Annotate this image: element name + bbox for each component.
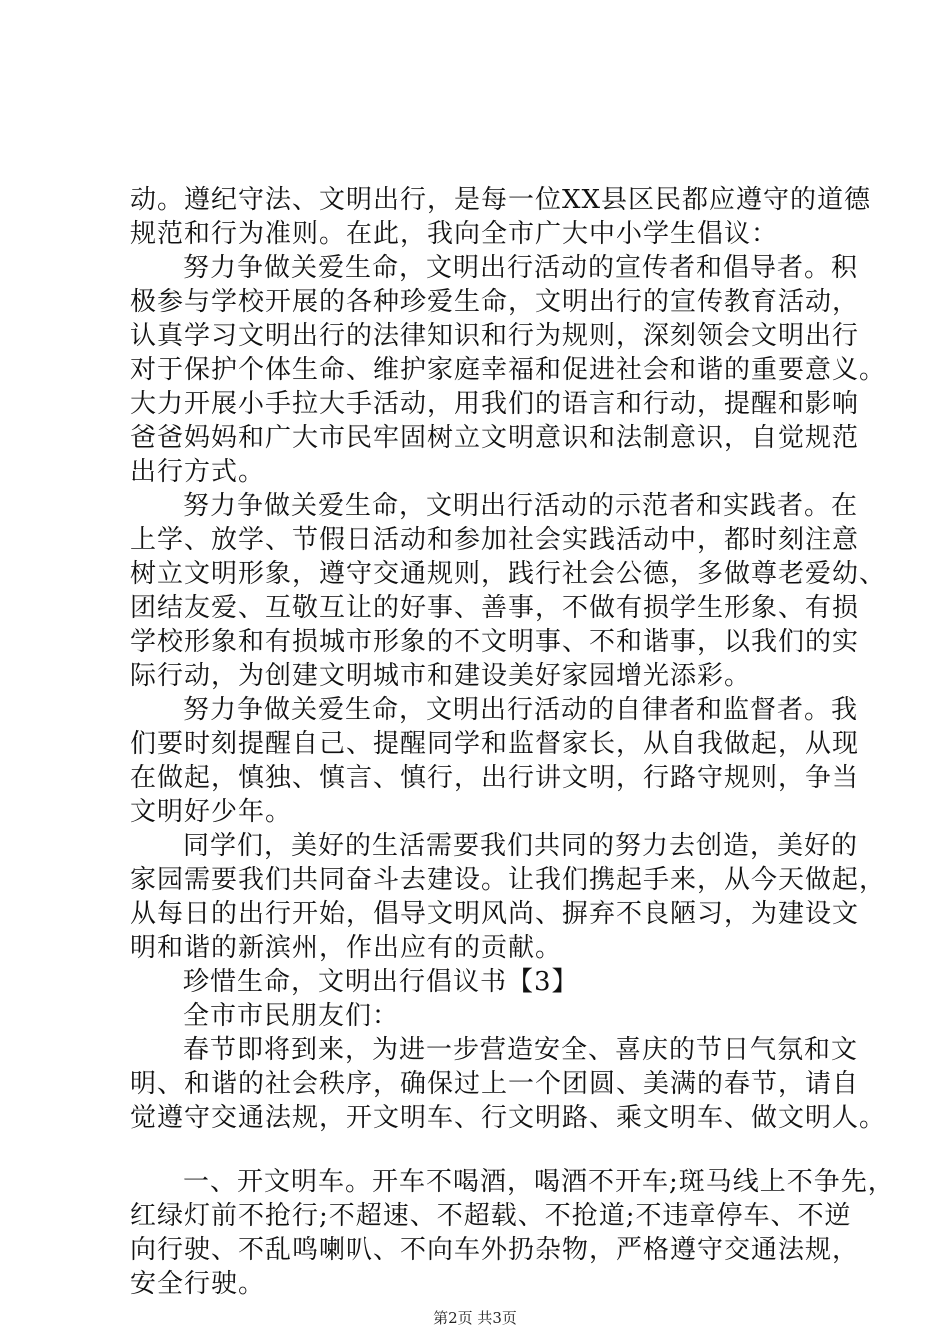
text-line: 动。遵纪守法、文明出行，是每一位XX县区民都应遵守的道德 [130,185,872,215]
paragraph-start-line: 春节即将到来，为进一步营造安全、喜庆的节日气氛和文 [183,1035,859,1065]
paragraph-start-line: 一、开文明车。开车不喝酒，喝酒不开车;斑马线上不争先， [183,1167,895,1197]
text-line: 出行方式。 [130,457,266,487]
section-heading: 珍惜生命，文明出行倡议书【3】 [183,967,579,997]
text-line: 树立文明形象，遵守交通规则，践行社会公德，多做尊老爱幼、 [130,559,887,589]
paragraph-start-line: 同学们，美好的生活需要我们共同的努力去创造，美好的 [183,831,859,861]
text-line: 文明好少年。 [130,797,293,827]
text-line: 明、和谐的社会秩序，确保过上一个团圆、美满的春节，请自 [130,1069,860,1099]
text-line: 向行驶、不乱鸣喇叭、不向车外扔杂物，严格遵守交通法规， [130,1235,860,1265]
text-line: 极参与学校开展的各种珍爱生命，文明出行的宣传教育活动， [130,287,860,317]
text-line: 家园需要我们共同奋斗去建设。让我们携起手来，从今天做起， [130,865,887,895]
text-line: 们要时刻提醒自己、提醒同学和监督家长，从自我做起，从现 [130,729,860,759]
text-line: 规范和行为准则。在此，我向全市广大中小学生倡议： [130,219,779,249]
text-line: 对于保护个体生命、维护家庭幸福和促进社会和谐的重要意义。 [130,355,887,385]
text-line: 觉遵守交通法规，开文明车、行文明路、乘文明车、做文明人。 [130,1103,887,1133]
paragraph-start-line: 努力争做关爱生命，文明出行活动的自律者和监督者。我 [183,695,859,725]
text-line: 爸爸妈妈和广大市民牢固树立文明意识和法制意识，自觉规范 [130,423,860,453]
paragraph-start-line: 努力争做关爱生命，文明出行活动的示范者和实践者。在 [183,491,859,521]
text-line: 大力开展小手拉大手活动，用我们的语言和行动，提醒和影响 [130,389,860,419]
text-line: 明和谐的新滨州，作出应有的贡献。 [130,933,563,963]
page-number-footer: 第2页 共3页 [433,1309,517,1327]
text-line: 上学、放学、节假日活动和参加社会实践活动中，都时刻注意 [130,525,860,555]
text-line: 团结友爱、互敬互让的好事、善事，不做有损学生形象、有损 [130,593,860,623]
text-line: 际行动，为创建文明城市和建设美好家园增光添彩。 [130,661,752,691]
text-line: 学校形象和有损城市形象的不文明事、不和谐事，以我们的实 [130,627,860,657]
text-line: 红绿灯前不抢行;不超速、不超载、不抢道;不违章停车、不逆 [130,1201,852,1231]
text-line: 从每日的出行开始，倡导文明风尚、摒弃不良陋习，为建设文 [130,899,860,929]
paragraph-start-line: 努力争做关爱生命，文明出行活动的宣传者和倡导者。积 [183,253,859,283]
text-line: 在做起，慎独、慎言、慎行，出行讲文明，行路守规则，争当 [130,763,860,793]
text-line: 安全行驶。 [130,1269,266,1299]
salutation: 全市市民朋友们： [183,1001,400,1031]
text-line: 认真学习文明出行的法律知识和行为规则，深刻领会文明出行 [130,321,860,351]
